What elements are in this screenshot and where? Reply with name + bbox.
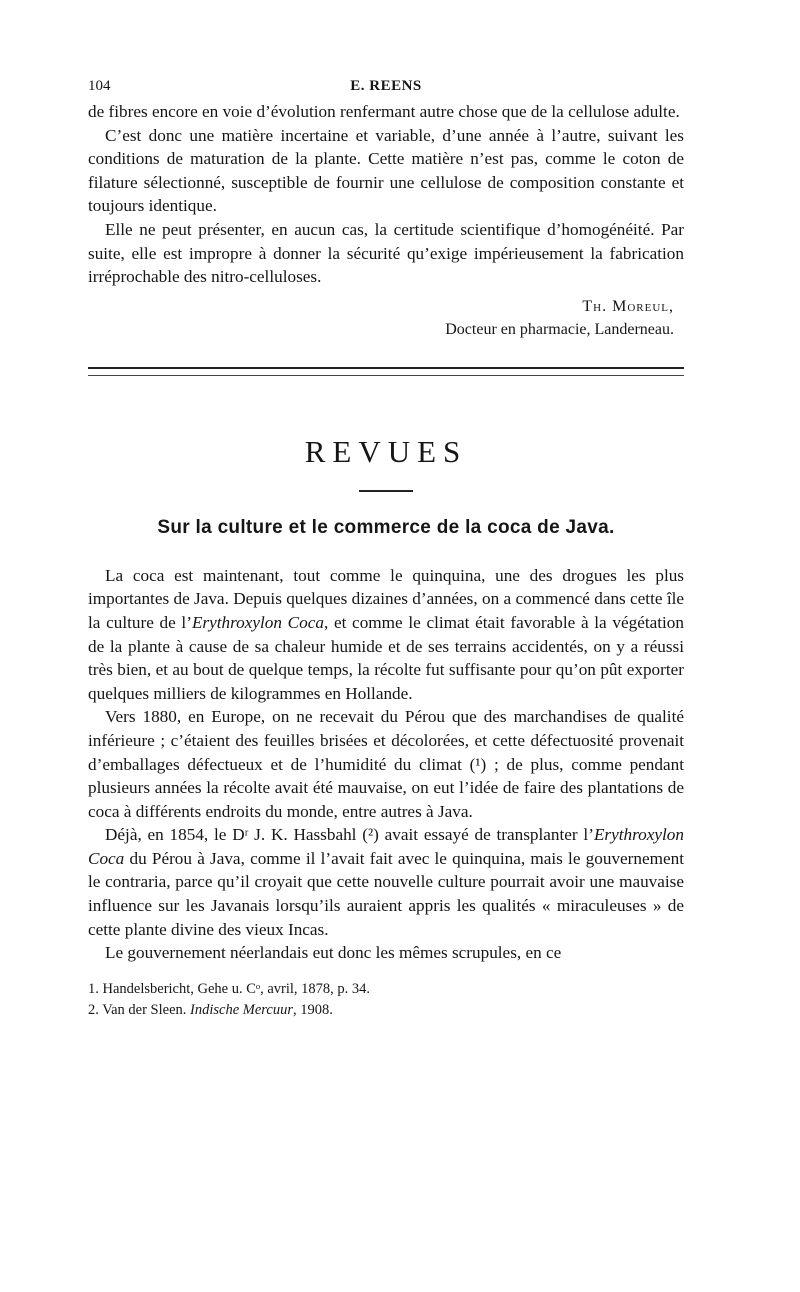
running-title: E. REENS <box>350 78 422 94</box>
paragraph: C’est donc une matière incertaine et variable, d’une année à l’autre, suivant les conditions de maturation de la plante. Cette matière n’est pas, comme le coton de filature sélectionné, susceptible de fournir une cellulose de composition constante et toujours identique. <box>88 125 684 216</box>
species-name: Erythroxylon Coca <box>88 825 684 868</box>
paragraph: de fibres encore en voie d’évolution renfermant autre chose que de la cellulose adulte. <box>88 102 680 121</box>
section-heading: REVUES <box>304 433 468 469</box>
page-number: 104 <box>88 78 111 94</box>
signature <box>88 295 684 341</box>
running-head <box>88 78 684 100</box>
species-name: Erythroxylon Coca <box>191 612 324 632</box>
author-name: Th. Moreul, <box>582 297 674 315</box>
author-affiliation: Docteur en pharmacie, Landerneau. <box>445 320 674 338</box>
footnote-source: Indische Mercuur <box>190 1001 293 1018</box>
previous-article <box>88 100 684 341</box>
text-run: La coca est maintenant, tout comme le quinquina, une des drogues les plus importantes de Java. Depuis quelques dizaines d’années, on a commencé dans cette île la culture de l’ <box>88 565 684 632</box>
text-run: , et comme le climat était favorable à la végétation de la plante à cause de sa chaleur humide et de ses terrains accidentés, on y a réussi très bien, et au bout de quelque temps, la récolte fut suffisante pour qu’on pût exporter quelques milliers de kilogrammes en Hollande. <box>88 612 684 703</box>
footnote: 1. Handelsbericht, Gehe u. Cᵒ, avril, 1878, p. 34. <box>88 980 371 997</box>
page <box>88 78 684 1021</box>
article-title: Sur la culture et le commerce de la coca de Java. <box>157 516 615 538</box>
paragraph <box>88 823 684 941</box>
text-run: du Pérou à Java, comme il l’avait fait avec le quinquina, mais le gouvernement le contraria, parce qu’il croyait que cette nouvelle culture pourrait avoir une mauvaise influence sur les Javanais lorsqu’ils auraient appris les qualités « miraculeuses » de cette plante divine des vieux Incas. <box>88 848 684 939</box>
footnote <box>88 1000 684 1021</box>
paragraph <box>88 564 684 706</box>
footnote-text: 2. Van der Sleen. <box>88 1001 191 1018</box>
paragraph: Elle ne peut présenter, en aucun cas, la certitude scientifique d’homogénéité. Par suite, elle est impropre à donner la sécurité qu’exige impérieusement la fabrication irréprochable des nitro-celluloses. <box>88 219 684 287</box>
footnotes <box>88 979 684 1021</box>
article-body <box>88 564 684 965</box>
footnote-text: , 1908. <box>292 1001 333 1018</box>
double-rule-divider <box>88 367 684 376</box>
text-run: Déjà, en 1854, le Dʳ J. K. Hassbahl (²) avait essayé de transplanter l’ <box>105 825 594 845</box>
paragraph: Vers 1880, en Europe, on ne recevait du Pérou que des marchandises de qualité inférieure ; c’étaient des feuilles brisées et décolorées, et cette défectuosité provenait d’emballages défectueux et de l’humidité du climat (¹) ; de plus, comme pendant plusieurs années la récolte avait été mauvaise, on eut l’idée de faire des plantations de coca à différents endroits du monde, entre autres à Java. <box>88 707 684 821</box>
short-rule <box>359 490 413 492</box>
paragraph: Le gouvernement néerlandais eut donc les mêmes scrupules, en ce <box>105 943 562 963</box>
